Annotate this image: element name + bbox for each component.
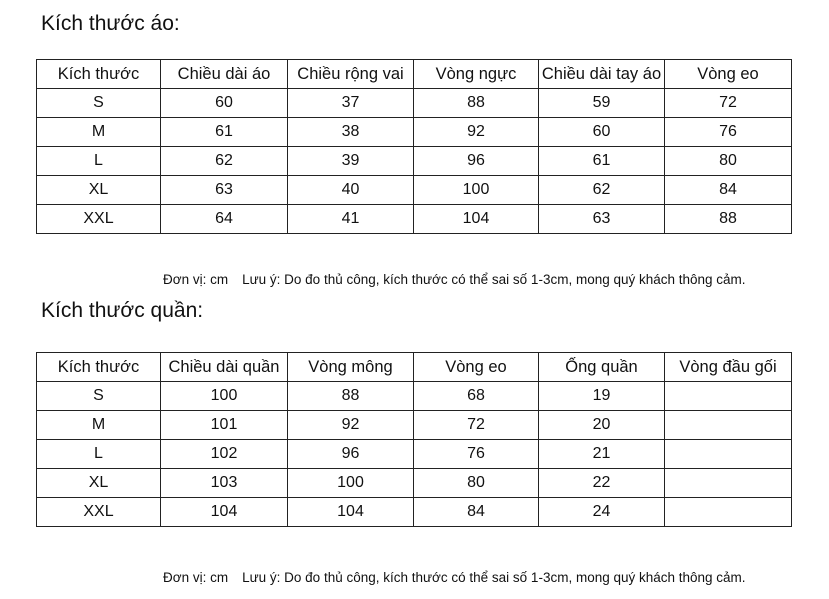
cell	[665, 440, 792, 469]
cell	[665, 411, 792, 440]
pants-size-table	[36, 352, 792, 527]
cell: 103	[161, 469, 288, 498]
cell-size: S	[37, 89, 161, 118]
header-leg-opening: Ống quần	[539, 353, 665, 382]
cell-size: XXL	[37, 205, 161, 234]
cell: 88	[414, 89, 539, 118]
cell: 84	[665, 176, 792, 205]
cell-size: M	[37, 118, 161, 147]
header-waist: Vòng eo	[665, 60, 792, 89]
table-row	[37, 118, 792, 147]
cell: 24	[539, 498, 665, 527]
cell: 92	[288, 411, 414, 440]
shirt-size-table	[36, 59, 792, 234]
cell-size: XXL	[37, 498, 161, 527]
cell-size: L	[37, 147, 161, 176]
header-chest: Vòng ngực	[414, 60, 539, 89]
table-header-row	[37, 353, 792, 382]
cell	[665, 469, 792, 498]
cell: 38	[288, 118, 414, 147]
cell	[665, 382, 792, 411]
table-row	[37, 89, 792, 118]
cell: 88	[665, 205, 792, 234]
table-header-row	[37, 60, 792, 89]
cell-size: M	[37, 411, 161, 440]
cell: 80	[414, 469, 539, 498]
table-row	[37, 411, 792, 440]
cell: 72	[665, 89, 792, 118]
unit-note: Đơn vị: cm	[163, 272, 229, 287]
cell-size: L	[37, 440, 161, 469]
header-pants-length: Chiều dài quần	[161, 353, 288, 382]
cell: 72	[414, 411, 539, 440]
cell: 104	[414, 205, 539, 234]
cell: 84	[414, 498, 539, 527]
cell: 60	[539, 118, 665, 147]
table-row	[37, 205, 792, 234]
header-sleeve-length: Chiều dài tay áo	[539, 60, 665, 89]
cell: 19	[539, 382, 665, 411]
table-row	[37, 176, 792, 205]
cell: 37	[288, 89, 414, 118]
caution-note: Lưu ý: Do đo thủ công, kích thước có thể sai số 1-3cm, mong quý khách thông cảm.	[242, 570, 746, 585]
pants-size-title: Kích thước quần:	[41, 299, 204, 322]
cell: 102	[161, 440, 288, 469]
cell-size: XL	[37, 176, 161, 205]
header-hip: Vòng mông	[288, 353, 414, 382]
header-size: Kích thước	[37, 60, 161, 89]
cell: 39	[288, 147, 414, 176]
cell: 100	[288, 469, 414, 498]
pants-note	[163, 571, 746, 585]
header-shoulder-width: Chiều rộng vai	[288, 60, 414, 89]
cell: 96	[288, 440, 414, 469]
shirt-size-title: Kích thước áo:	[41, 12, 180, 35]
cell: 100	[161, 382, 288, 411]
cell: 59	[539, 89, 665, 118]
cell-size: XL	[37, 469, 161, 498]
table-row	[37, 498, 792, 527]
cell: 96	[414, 147, 539, 176]
table-row	[37, 440, 792, 469]
header-knee: Vòng đầu gối	[665, 353, 792, 382]
cell: 62	[161, 147, 288, 176]
cell: 40	[288, 176, 414, 205]
cell: 76	[665, 118, 792, 147]
cell: 68	[414, 382, 539, 411]
cell: 41	[288, 205, 414, 234]
cell: 100	[414, 176, 539, 205]
header-shirt-length: Chiều dài áo	[161, 60, 288, 89]
cell: 92	[414, 118, 539, 147]
cell: 62	[539, 176, 665, 205]
cell: 101	[161, 411, 288, 440]
cell: 20	[539, 411, 665, 440]
table-row	[37, 382, 792, 411]
caution-note: Lưu ý: Do đo thủ công, kích thước có thể sai số 1-3cm, mong quý khách thông cảm.	[242, 272, 746, 287]
header-waist: Vòng eo	[414, 353, 539, 382]
unit-note: Đơn vị: cm	[163, 570, 229, 585]
cell: 63	[161, 176, 288, 205]
cell: 60	[161, 89, 288, 118]
cell: 61	[539, 147, 665, 176]
cell: 80	[665, 147, 792, 176]
header-size: Kích thước	[37, 353, 161, 382]
cell: 63	[539, 205, 665, 234]
cell-size: S	[37, 382, 161, 411]
table-row	[37, 147, 792, 176]
cell: 22	[539, 469, 665, 498]
cell	[665, 498, 792, 527]
cell: 64	[161, 205, 288, 234]
shirt-note	[163, 273, 746, 287]
cell: 21	[539, 440, 665, 469]
cell: 104	[161, 498, 288, 527]
table-row	[37, 469, 792, 498]
cell: 76	[414, 440, 539, 469]
cell: 104	[288, 498, 414, 527]
cell: 88	[288, 382, 414, 411]
cell: 61	[161, 118, 288, 147]
